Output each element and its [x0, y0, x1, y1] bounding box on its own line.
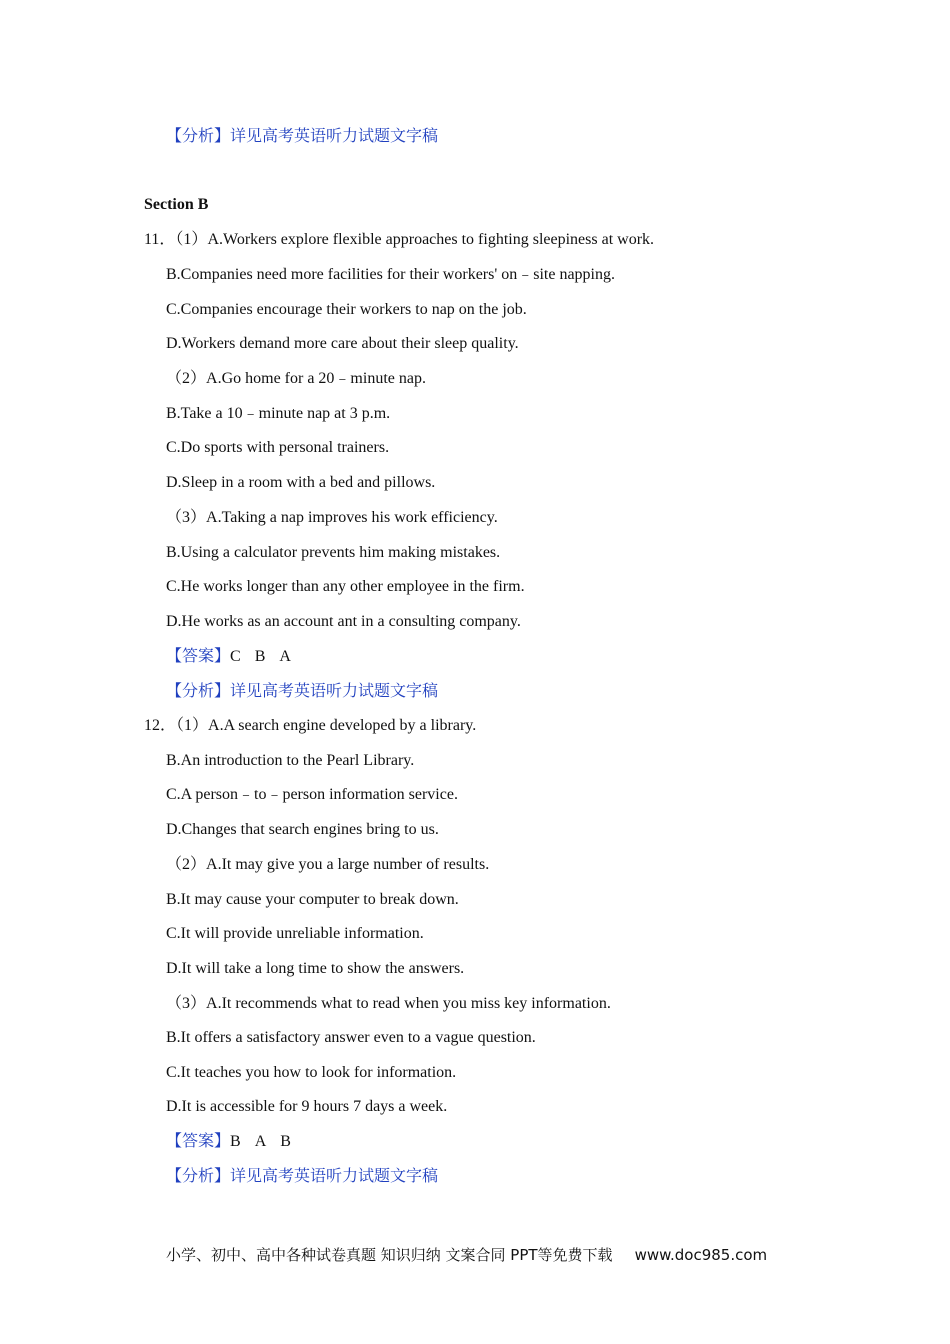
q12-answer-2: A: [254, 1133, 267, 1150]
q12-part1-label: （1）: [176, 717, 209, 734]
q12-p1-a-text: A.A search engine developed by a library.: [208, 717, 477, 734]
q11-part2-label: （2）: [166, 370, 207, 387]
q11-part1-option-b: B.Companies need more facilities for their workers' on﹣site napping.: [166, 266, 615, 283]
analysis-label: 【分析】: [166, 1168, 231, 1185]
q11-analysis-line: [166, 682, 438, 702]
q12-number: 12．: [144, 717, 177, 734]
q11-part2-option-d: D.Sleep in a room with a bed and pillows.: [166, 474, 436, 491]
q11-part3-option-c: C.He works longer than any other employee in the firm.: [166, 578, 525, 595]
analysis-text: 详见高考英语听力试题文字稿: [230, 1168, 439, 1185]
q12-part3-option-d: D.It is accessible for 9 hours 7 days a week.: [166, 1098, 448, 1115]
analysis-text: 详见高考英语听力试题文字稿: [230, 128, 439, 145]
q12-part3-option-a: [166, 994, 611, 1014]
q11-part3-option-b: B.Using a calculator prevents him making mistakes.: [166, 544, 501, 561]
analysis-label: 【分析】: [166, 683, 231, 700]
analysis-line-top: [166, 127, 438, 147]
q11-part3-option-d: D.He works as an account ant in a consulting company.: [166, 613, 521, 630]
footer: [166, 1244, 767, 1265]
q11-answer-3: A: [279, 648, 291, 665]
q12-answer-1: B: [230, 1133, 241, 1150]
q12-analysis-line: [166, 1167, 438, 1187]
q12-part2-option-d: D.It will take a long time to show the answers.: [166, 960, 465, 977]
q12-part3-label: （3）: [166, 995, 207, 1012]
q11-answer-1: C: [230, 648, 241, 665]
q12-part1-option-c: C.A person﹣to﹣person information service.: [166, 786, 458, 803]
q11-part3-label: （3）: [166, 509, 207, 526]
q11-part1-option-d: D.Workers demand more care about their sleep quality.: [166, 335, 519, 352]
analysis-text: 详见高考英语听力试题文字稿: [230, 683, 439, 700]
q11-part1-option-c: C.Companies encourage their workers to nap on the job.: [166, 301, 527, 318]
q12-part3-option-c: C.It teaches you how to look for information.: [166, 1064, 457, 1081]
q12-p2-a-text: A.It may give you a large number of results.: [206, 856, 490, 873]
q11-answer-line: [166, 647, 305, 667]
q11-p2-a-text: A.Go home for a 20﹣minute nap.: [206, 370, 426, 387]
q12-part3-option-b: B.It offers a satisfactory answer even to a vague question.: [166, 1029, 536, 1046]
q12-part2-label: （2）: [166, 856, 207, 873]
q12-p3-a-text: A.It recommends what to read when you miss key information.: [206, 995, 611, 1012]
q11-answer-2: B: [254, 648, 266, 665]
section-title: Section B: [144, 196, 209, 213]
q11-part2-option-c: C.Do sports with personal trainers.: [166, 439, 390, 456]
q11-part2-option-b: B.Take a 10﹣minute nap at 3 p.m.: [166, 405, 391, 422]
answer-label: 【答案】: [166, 1133, 231, 1150]
q12-part2-option-b: B.It may cause your computer to break down.: [166, 891, 459, 908]
q11-part1-label: （1）: [175, 231, 208, 248]
q11-number: 11．: [144, 231, 176, 248]
q12-part1-option-b: B.An introduction to the Pearl Library.: [166, 752, 415, 769]
answer-label: 【答案】: [166, 648, 231, 665]
q12-answer-3: B: [280, 1133, 291, 1150]
q11-p3-a-text: A.Taking a nap improves his work efficiency.: [206, 509, 498, 526]
q11-p1-a-text: A.Workers explore flexible approaches to fighting sleepiness at work.: [207, 231, 655, 248]
q12-part1-option-d: D.Changes that search engines bring to us.: [166, 821, 439, 838]
q12-part2-option-c: C.It will provide unreliable information.: [166, 925, 424, 942]
q11-part2-option-a: [166, 369, 426, 389]
footer-url-link[interactable]: www.doc985.com: [634, 1246, 768, 1264]
q11-part3-option-a: [166, 508, 498, 528]
q12-answer-line: [166, 1132, 305, 1152]
q12-part1-option-a: [144, 716, 476, 736]
footer-text: 小学、初中、高中各种试卷真题 知识归纳 文案合同 PPT等免费下载: [166, 1246, 613, 1264]
q11-part1-option-a: [144, 230, 654, 250]
q12-part2-option-a: [166, 855, 489, 875]
analysis-label: 【分析】: [166, 128, 231, 145]
